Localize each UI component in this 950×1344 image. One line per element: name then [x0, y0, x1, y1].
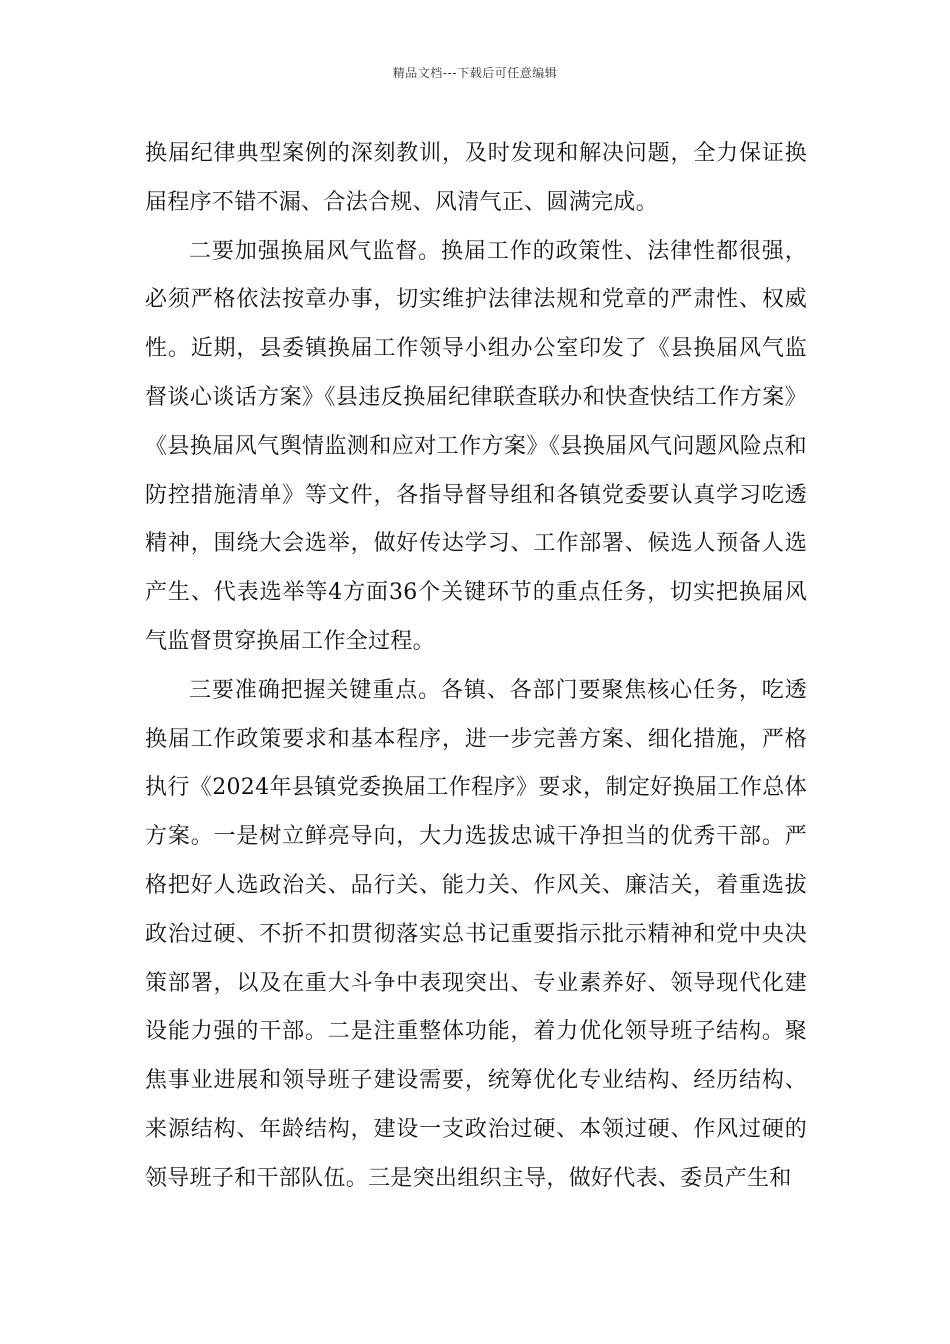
page-header: 精品文档---下载后可任意编辑: [392, 66, 558, 80]
paragraph-1: 换届纪律典型案例的深刻教训，及时发现和解决问题，全力保证换届程序不错不漏、合法合规、风清气正、圆满完成。: [145, 141, 807, 215]
document-body: [145, 130, 807, 1204]
paragraph-2: 二要加强换届风气监督。换届工作的政策性、法律性都很强，必须严格依法按章办事，切实维护法律法规和党章的严肃性、权威性。近期，县委镇换届工作领导小组办公室印发了《县换届风气监督谈心谈话方案》《县违反换届纪律联查联办和快查快结工作方案》《县换届风气舆情监测和应对工作方案》《县换届风气问题风险点和防控措施清单》等文件，各指导督导组和各镇党委要认真学习吃透精神，围绕大会选举，做好传达学习、工作部署、候选人预备人选产生、代表选举等4方面36个关键环节的重点任务，切实把换届风气监督贯穿换届工作全过程。: [145, 238, 807, 654]
paragraph-3: 三要准确把握关键重点。各镇、各部门要聚焦核心任务，吃透换届工作政策要求和基本程序，进一步完善方案、细化措施，严格执行《2024年县镇党委换届工作程序》要求，制定好换届工作总体方案。一是树立鲜亮导向，大力选拔忠诚干净担当的优秀干部。严格把好人选政治关、品行关、能力关、作风关、廉洁关，着重选拔政治过硬、不折不扣贯彻落实总书记重要指示批示精神和党中央决策部署，以及在重大斗争中表现突出、专业素养好、领导现代化建设能力强的干部。二是注重整体功能，着力优化领导班子结构。聚焦事业进展和领导班子建设需要，统筹优化专业结构、经历结构、来源结构、年龄结构，建设一支政治过硬、本领过硬、作风过硬的领导班子和干部队伍。三是突出组织主导，做好代表、委员产生和: [145, 677, 807, 1191]
